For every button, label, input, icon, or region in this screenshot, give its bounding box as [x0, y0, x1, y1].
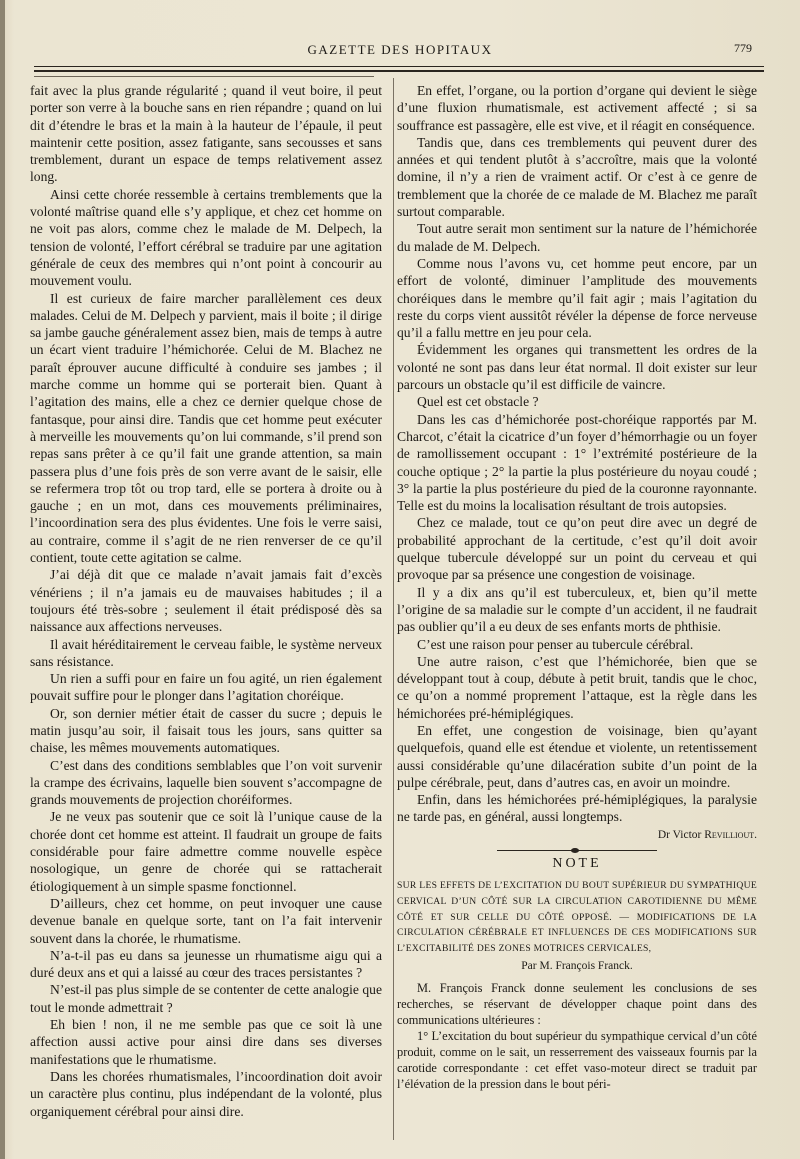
- paragraph: Ainsi cette chorée ressemble à certains tremblements que la volonté maîtrise quand elle s’y applique, et chez cet homme on ne voit pas alors, comme chez le malade de M. Delpech, la tension de volonté, l’effort cérébral se traduire par une agitation générale de ceux des membres qui n’ont point à concourir au mouvement voulu.: [30, 186, 382, 289]
- header-rule-thin: [34, 66, 764, 67]
- note-body: [397, 980, 757, 1092]
- paragraph: Tandis que, dans ces tremblements qui peuvent durer des années et qui tendent plutôt à s’accroître, mais que la volonté domine, il n’y a rien de vraiment actif. Or c’est à ce genre de tremblement que la chorée de ce malade de M. Blachez me paraît surtout comparable.: [397, 134, 757, 220]
- note-author: Par M. François Franck.: [521, 960, 633, 973]
- paragraph: Quel est cet obstacle ?: [417, 394, 539, 410]
- column-divider: [393, 78, 394, 1140]
- paragraph: Il avait héréditairement le cerveau faible, le système nerveux sans résistance.: [30, 636, 382, 669]
- paragraph: J’ai déjà dit que ce malade n’avait jamais fait d’excès vénériens ; il n’a jamais eu de mauvaises habitudes ; il a toujours été très-sobre ; seulement il était prédisposé dès sa naissance aux affections nerveuses.: [30, 567, 382, 635]
- paragraph: En effet, une congestion de voisinage, bien qu’ayant quelquefois, quand elle est étendue et violente, un retentissement aussi considérable qu’une dilacération subite d’un point de la pulpe cérébrale, peut, dans d’autres cas, en avoir un moindre.: [397, 722, 757, 790]
- header-rule-thick: [34, 70, 764, 72]
- paragraph: Dans les cas d’hémichorée post-choréique rapportés par M. Charcot, c’était la cicatrice d’un foyer d’hémorrhagie ou un foyer de ramollissement occupant : 1° l’extrémité postérieure de la couche optique ; 2° la partie la plus postérieure du noyau coudé ; 3° la partie la plus postérieure du pied de la couronne rayonnante. Telle est du moins la localisation résultant de trois autopsies.: [397, 411, 757, 514]
- paragraph: Un rien a suffi pour en faire un fou agité, un rien également pouvait suffire pour le plonger dans l’agitation choréique.: [30, 671, 382, 704]
- paragraph: C’est une raison pour penser au tubercule cérébral.: [417, 636, 694, 652]
- right-column-body: [397, 82, 757, 826]
- paragraph: 1° L’excitation du bout supérieur du sympathique cervical d’un côté produit, comme on le sait, un resserrement des vaisseaux fournis par la carotide correspondante : cet effet vaso-moteur direct se traduit par l’élévation de la pression dans le bout péri-: [397, 1028, 757, 1091]
- paragraph: Je ne veux pas soutenir que ce soit là l’unique cause de la chorée dont cet homme est atteint. Il faudrait un groupe de faits considérable pour faire admettre comme nouvelle espèce nosologique, un genre de chorée qui se rattacherait étiologiquement à un simple spasme fonctionnel.: [30, 809, 382, 894]
- paragraph: Eh bien ! non, il ne me semble pas que ce soit là une affection aussi active pour ainsi dire dans ses diverses manifestations que le rhumatisme.: [30, 1017, 382, 1067]
- section-separator: [497, 850, 657, 851]
- paragraph: fait avec la plus grande régularité ; quand il veut boire, il peut porter son verre à la bouche sans en rien répandre ; quand on lui dit d’étendre le bras et la main à la hauteur de l’épaule, il peut maintenir cette position, assez fatigante, sans secousses et sans tremblement, durant un espace de temps relativement assez long.: [30, 83, 382, 185]
- paragraph: N’est-il pas plus simple de se contenter de cette analogie que tout le monde admettrait ?: [30, 982, 382, 1015]
- note-subtitle: SUR LES EFFETS DE L’EXCITATION DU BOUT SUPÉRIEUR DU SYMPATHIQUE CERVICAL D’UN CÔTÉ SUR LA CIRCULATION CAROTIDIENNE DU MÊME CÔTÉ ET SUR CELLE DU CÔTÉ OPPOSÉ. — MODIFICATIONS DE LA CIRCULATION CÉRÉBRALE ET INFLUENCES DE CES MODIFICATIONS SUR L’EXCITABILITÉ DES ZONES MOTRICES CERVICALES,: [397, 880, 757, 954]
- right-column: [397, 82, 757, 1092]
- paragraph: Tout autre serait mon sentiment sur la nature de l’hémichorée du malade de M. Delpech.: [397, 221, 757, 254]
- page-number: 779: [734, 41, 752, 55]
- paragraph: Enfin, dans les hémichorées pré-hémiplégiques, la paralysie ne tarde pas, en général, aussi longtemps.: [397, 792, 757, 825]
- paragraph: Dans les chorées rhumatismales, l’incoordination doit avoir un caractère plus continu, plus indépendant de la volonté, plus organiquement cérébral pour ainsi dire.: [30, 1068, 382, 1119]
- newspaper-title: GAZETTE DES HOPITAUX: [307, 42, 493, 57]
- note-title: NOTE: [552, 856, 602, 872]
- paragraph: C’est dans des conditions semblables que l’on voit survenir la crampe des écrivains, laquelle bien souvent s’accompagne de grands mouvements de projection choréiformes.: [30, 757, 382, 808]
- signature-name: Revilliout.: [704, 828, 757, 841]
- paragraph: Une autre raison, c’est que l’hémichorée, bien que se développant tout à coup, débute à petit bruit, tandis que le choc, ce qu’on a nommé proprement l’attaque, est la règle dans les hémichorées pré-hémiplégiques.: [397, 653, 757, 721]
- paragraph: En effet, l’organe, ou la portion d’organe qui devient le siège d’une fluxion rhumatismale, est activement affecté ; si sa souffrance est passagère, elle est vive, et il réagit en conséquence.: [397, 83, 757, 133]
- paragraph: Comme nous l’avons vu, cet homme peut encore, par un effort de volonté, diminuer l’amplitude des mouvements choréiques dans le membre qu’il fait agir ; mais l’agitation du reste du corps vient aussitôt révéler la dépense de force nerveuse qu’il a fallu mettre en jeu pour cela.: [397, 255, 757, 341]
- paragraph: Il est curieux de faire marcher parallèlement ces deux malades. Celui de M. Delpech y parvient, mais il boite ; il dirige sa jambe gauche généralement assez bien, mais de temps à autre un écart vient traduire l’hémichorée. Celui de M. Blachez ne paraît éprouver aucune difficulté à conduire ses jambes ; il marche comme un homme qui se porterait bien. Quant à l’agitation des mains, elle a chez ce dernier quelque chose de fantasque, pour ainsi dire. Tandis que cet homme peut exécuter à merveille les mouvements qu’on lui commande, s’il prend son repas sans prêter à ce qu’il fait une grande attention, sa main passera plus d’une fois près de son verre avant de le saisir, elle se refermera trop tôt ou trop tard, elle se portera à droite ou à gauche ; en un mot, dans ces mouvements préliminaires, l’incoordination sera des plus évidentes. Une fois le verre saisi, au contraire, comme il s’agit de ne rien renverser de ce qu’il contient, toute cette agitation se calme.: [30, 290, 382, 566]
- page-header: [30, 38, 770, 62]
- page-binding-edge: [0, 0, 5, 1159]
- paragraph: D’ailleurs, chez cet homme, on peut invoquer une cause devenue banale en quelque sorte, tant on l’a fait intervenir souvent dans la chorée, le rhumatisme.: [30, 895, 382, 946]
- signature-prefix: Dr Victor: [657, 828, 702, 841]
- column-top-rule: [34, 76, 374, 77]
- article-signature: [397, 827, 757, 844]
- paragraph: Évidemment les organes qui transmettent les ordres de la volonté ne sont pas dans leur état normal. Il doit exister sur leur parcours un obstacle qu’il est difficile de vaincre.: [397, 342, 757, 393]
- paragraph: M. François Franck donne seulement les conclusions de ses recherches, se réservant de développer chaque point dans des communications ultérieures :: [397, 980, 757, 1027]
- paragraph: Il y a dix ans qu’il est tuberculeux, et, bien qu’il mette l’origine de sa maladie sur le compte d’un accident, il ne faudrait pas oublier qu’il a eu deux de ses enfants morts de phthisie.: [397, 584, 757, 635]
- paragraph: N’a-t-il pas eu dans sa jeunesse un rhumatisme aigu qui a duré deux ans et qui a laissé au cœur des traces persistantes ?: [30, 947, 382, 981]
- paragraph: Chez ce malade, tout ce qu’on peut dire avec un degré de probabilité approchant de la certitude, c’est qu’il doit avoir quelque tubercule développé sur un point du cerveau et qui provoque par sa présence une congestion de voisinage.: [397, 515, 757, 583]
- left-column: [30, 82, 382, 1120]
- paragraph: Or, son dernier métier était de casser du sucre ; depuis le matin jusqu’au soir, il faisait tous les jours, sans quitter sa chaise, les mêmes mouvements automatiques.: [30, 705, 382, 756]
